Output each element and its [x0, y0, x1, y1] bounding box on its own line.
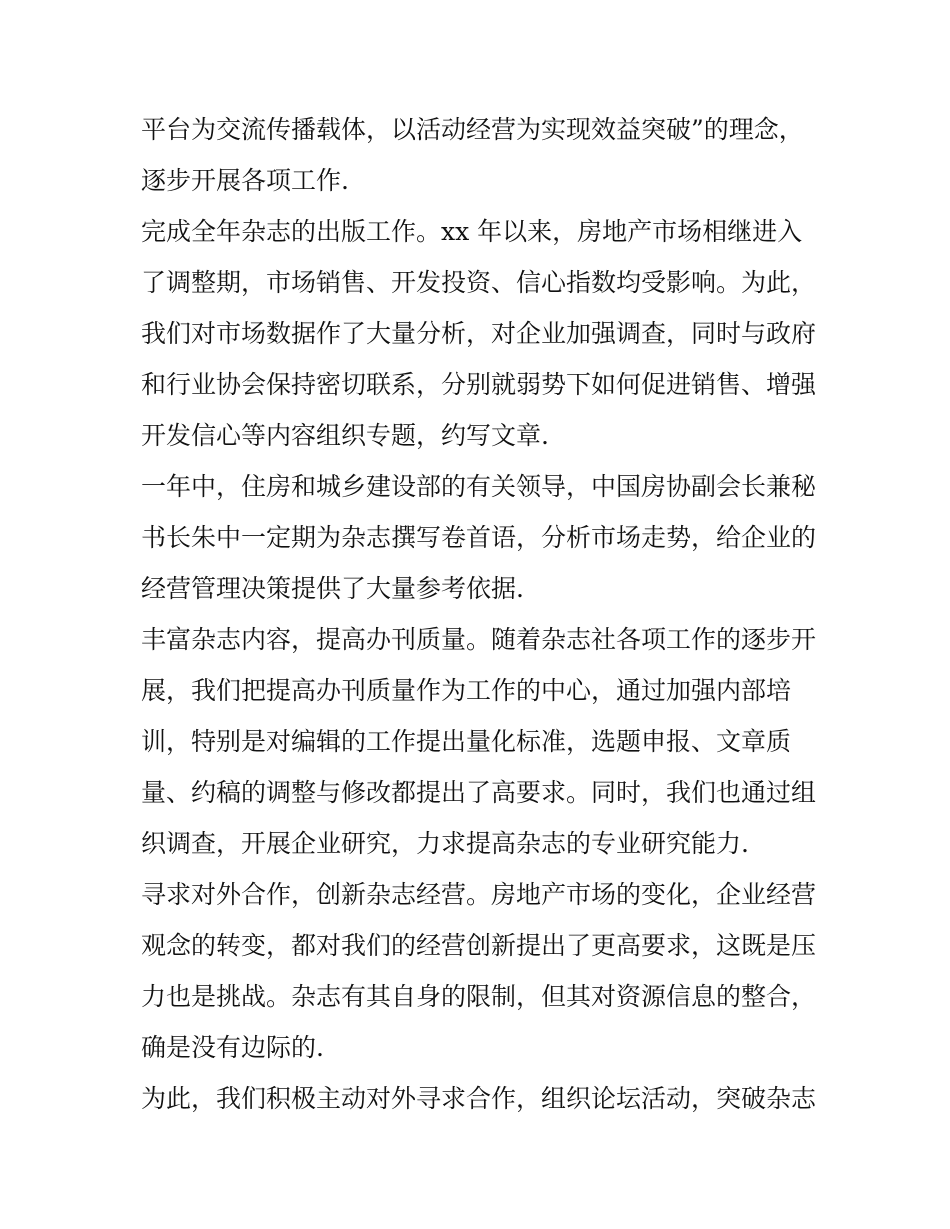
text-line: 观念的转变，都对我们的经营创新提出了更高要求，这既是压 [141, 931, 817, 960]
text-line: 确是没有边际的. [141, 1033, 324, 1062]
text-line: 逐步开展各项工作. [141, 166, 349, 195]
text-line: 展，我们把提高办刊质量作为工作的中心，通过加强内部培 [141, 676, 792, 705]
body-text [141, 104, 821, 1124]
text-line: 书长朱中一定期为杂志撰写卷首语，分析市场走势，给企业的 [141, 523, 817, 552]
text-line: 为此，我们积极主动对外寻求合作，组织论坛活动，突破杂志 [141, 1084, 817, 1113]
text-line: 完成全年杂志的出版工作。xx 年以来，房地产市场相继进入 [141, 217, 803, 246]
text-line: 平台为交流传播载体，以活动经营为实现效益突破”的理念， [141, 115, 804, 144]
text-line: 一年中，住房和城乡建设部的有关领导，中国房协副会长兼秘 [141, 472, 817, 501]
text-line: 力也是挑战。杂志有其自身的限制，但其对资源信息的整合， [141, 982, 817, 1011]
text-line: 丰富杂志内容，提高办刊质量。随着杂志社各项工作的逐步开 [141, 625, 817, 654]
text-line: 了调整期，市场销售、开发投资、信心指数均受影响。为此， [141, 268, 817, 297]
text-line: 和行业协会保持密切联系，分别就弱势下如何促进销售、增强 [141, 370, 817, 399]
text-line: 量、约稿的调整与修改都提出了高要求。同时，我们也通过组 [141, 778, 817, 807]
text-line: 训，特别是对编辑的工作提出量化标准，选题申报、文章质 [141, 727, 792, 756]
text-line: 开发信心等内容组织专题，约写文章. [141, 421, 549, 450]
text-line: 寻求对外合作，创新杂志经营。房地产市场的变化，企业经营 [141, 880, 817, 909]
text-line: 经营管理决策提供了大量参考依据. [141, 574, 524, 603]
text-line: 织调查，开展企业研究，力求提高杂志的专业研究能力. [141, 829, 749, 858]
text-line: 我们对市场数据作了大量分析，对企业加强调查，同时与政府 [141, 319, 817, 348]
